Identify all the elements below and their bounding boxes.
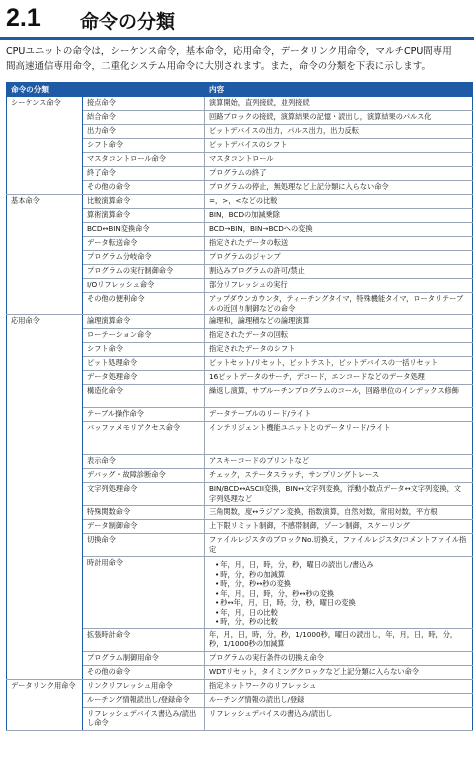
instruction-name-cell: 文字列処理命令 <box>83 483 205 506</box>
instruction-name-cell: プログラムの実行制御命令 <box>83 265 205 279</box>
instruction-name-cell: 出力命令 <box>83 125 205 139</box>
description-cell: 三角関数，度↔ラジアン変換，指数演算，自然対数，常用対数，平方根 <box>205 506 473 520</box>
description-cell: 演算開始，直列接続，並列接続 <box>205 97 473 111</box>
description-cell: WDTリセット，タイミングクロックなど上記分類に入らない命令 <box>205 665 473 679</box>
description-cell: 上下限リミット制御，不感帯制御，ゾーン制御，スケーリング <box>205 520 473 534</box>
instruction-name-cell: 算術演算命令 <box>83 209 205 223</box>
table-row <box>7 315 473 329</box>
description-cell: プログラムの停止，無処理など上記分類に入らない命令 <box>205 181 473 195</box>
instruction-name-cell: 接点命令 <box>83 97 205 111</box>
description-cell <box>205 557 473 629</box>
list-item <box>215 570 468 580</box>
description-cell: プログラムの実行条件の切換え命令 <box>205 651 473 665</box>
section-header <box>0 0 474 38</box>
instruction-name-cell: BCD↔BIN変換命令 <box>83 223 205 237</box>
category-cell: 応用命令 <box>7 315 83 680</box>
instruction-name-cell: ルーチング情報読出し/登録命令 <box>83 693 205 707</box>
category-cell: データリンク用命令 <box>7 679 83 730</box>
description-cell: ビットデバイスの出力，パルス出力，出力反転 <box>205 125 473 139</box>
description-cell: 指定されたデータのシフト <box>205 343 473 357</box>
description-cell: 指定されたデータの回転 <box>205 329 473 343</box>
intro-line: 間高速通信専用命令，二重化システム用命令に大別されます。また，命令の分類を下表に示します。 <box>6 61 432 72</box>
instruction-name-cell: 結合命令 <box>83 111 205 125</box>
instruction-name-cell: リンクリフレッシュ用命令 <box>83 679 205 693</box>
description-cell: ビットデバイスのシフト <box>205 139 473 153</box>
instruction-name-cell: 論理演算命令 <box>83 315 205 329</box>
description-cell: マスタコントロール <box>205 153 473 167</box>
instruction-name-cell: その他の命令 <box>83 181 205 195</box>
list-item <box>215 560 468 570</box>
instruction-name-cell: I/Oリフレッシュ命令 <box>83 279 205 293</box>
description-cell: インテリジェント機能ユニットとのデータリード/ライト <box>205 422 473 455</box>
list-item-text: 秒↔年，月，日，時，分，秒，曜日の変換 <box>220 598 356 607</box>
instruction-name-cell: バッファメモリアクセス命令 <box>83 422 205 455</box>
description-cell: チェック，ステータスラッチ，サンプリングトレース <box>205 469 473 483</box>
description-cell: 割込みプログラムの許可/禁止 <box>205 265 473 279</box>
description-cell: プログラムの終了 <box>205 167 473 181</box>
table-row <box>7 679 473 693</box>
header-rule <box>0 37 474 40</box>
description-cell: BCD→BIN，BIN→BCDへの変換 <box>205 223 473 237</box>
instruction-name-cell: その他の便利命令 <box>83 293 205 315</box>
list-item-text: 年，月，日，時，分，秒，曜日の読出し/書込み <box>220 560 374 569</box>
category-cell: 基本命令 <box>7 195 83 315</box>
instruction-classification-table <box>6 82 473 731</box>
instruction-name-cell: データ制御命令 <box>83 520 205 534</box>
description-cell: ビットセット/リセット，ビットテスト，ビットデバイスの一括リセット <box>205 357 473 371</box>
instruction-name-cell: リフレッシュデバイス書込み/読出し命令 <box>83 707 205 730</box>
description-cell: 16ビットデータのサーチ，デコード，エンコードなどのデータ処理 <box>205 371 473 385</box>
description-cell: 回路ブロックの接続，演算結果の記憶・読出し，演算結果のパルス化 <box>205 111 473 125</box>
list-item-text: 時，分，秒の比較 <box>220 617 278 626</box>
header-category: 命令の分類 <box>7 83 205 97</box>
description-cell: 部分リフレッシュの実行 <box>205 279 473 293</box>
instruction-name-cell: デバッグ・故障診断命令 <box>83 469 205 483</box>
description-cell: アップダウンカウンタ，ティーチングタイマ，特殊機能タイマ，ロータリテーブルの近回り制御などの命令 <box>205 293 473 315</box>
description-cell: ルーチング情報の読出し/登録 <box>205 693 473 707</box>
instruction-name-cell: シフト命令 <box>83 343 205 357</box>
description-cell: 繰返し演算，サブルーチンプログラムのコール，回路単位のインデックス修飾 <box>205 385 473 408</box>
description-cell: リフレッシュデバイスの書込み/読出し <box>205 707 473 730</box>
clock-instruction-list <box>209 560 468 627</box>
instruction-name-cell: ビット処理命令 <box>83 357 205 371</box>
instruction-name-cell: 切換命令 <box>83 534 205 557</box>
instruction-name-cell: テーブル操作命令 <box>83 408 205 422</box>
table-row <box>7 97 473 111</box>
instruction-name-cell: プログラム制御用命令 <box>83 651 205 665</box>
instruction-name-cell: その他の命令 <box>83 665 205 679</box>
description-cell: 指定されたデータの転送 <box>205 237 473 251</box>
list-item-text: 時，分，秒↔秒の変換 <box>220 579 291 588</box>
instruction-name-cell: ローテーション命令 <box>83 329 205 343</box>
list-item <box>215 598 468 608</box>
description-cell: =，>，<などの比較 <box>205 195 473 209</box>
description-cell: 指定ネットワークのリフレッシュ <box>205 679 473 693</box>
table-header-row <box>7 83 473 97</box>
instruction-name-cell: 特殊関数命令 <box>83 506 205 520</box>
description-cell: BIN/BCD↔ASCII変換，BIN↔文字列変換，浮動小数点データ↔文字列変換，文字列処理など <box>205 483 473 506</box>
description-cell: データテーブルのリード/ライト <box>205 408 473 422</box>
section-title: 命令の分類 <box>80 11 176 33</box>
list-item-text: 年，月，日の比較 <box>220 607 278 617</box>
instruction-name-cell: 表示命令 <box>83 455 205 469</box>
description-cell: 年，月，日，時，分，秒，1/1000秒，曜日の読出し，年，月，日，時，分，秒，1/1000秒の加減算 <box>205 628 473 651</box>
instruction-name-cell: データ転送命令 <box>83 237 205 251</box>
instruction-name-cell: 比較演算命令 <box>83 195 205 209</box>
instruction-name-cell: シフト命令 <box>83 139 205 153</box>
description-cell: BIN，BCDの加減乗除 <box>205 209 473 223</box>
list-item <box>215 608 468 618</box>
section-number: 2.1 <box>6 4 41 32</box>
header-content: 内容 <box>205 83 473 97</box>
instruction-name-cell: 構造化命令 <box>83 385 205 408</box>
table-body <box>7 97 473 731</box>
table-row <box>7 195 473 209</box>
instruction-name-cell: 時計用命令 <box>83 557 205 629</box>
list-item <box>215 617 468 627</box>
list-item <box>215 589 468 599</box>
description-cell: プログラムのジャンプ <box>205 251 473 265</box>
instruction-name-cell: データ処理命令 <box>83 371 205 385</box>
intro-line: CPUユニットの命令は，シーケンス命令，基本命令，応用命令，データリンク用命令，マルチCPU間専用 <box>6 46 452 57</box>
instruction-name-cell: 終了命令 <box>83 167 205 181</box>
category-cell: シーケンス命令 <box>7 97 83 195</box>
description-cell: ファイルレジスタのブロックNo.切換え，ファイルレジスタ/コメントファイル指定 <box>205 534 473 557</box>
instruction-name-cell: プログラム分岐命令 <box>83 251 205 265</box>
list-item <box>215 579 468 589</box>
description-cell: 論理和，論理積などの論理演算 <box>205 315 473 329</box>
instruction-name-cell: 拡張時計命令 <box>83 628 205 651</box>
description-cell: アスキーコードのプリントなど <box>205 455 473 469</box>
list-item-text: 年，月，日，時，分，秒↔秒の変換 <box>220 588 335 598</box>
instruction-name-cell: マスタコントロール命令 <box>83 153 205 167</box>
list-item-text: 時，分，秒の加減算 <box>220 569 285 579</box>
intro-paragraph <box>6 44 472 74</box>
